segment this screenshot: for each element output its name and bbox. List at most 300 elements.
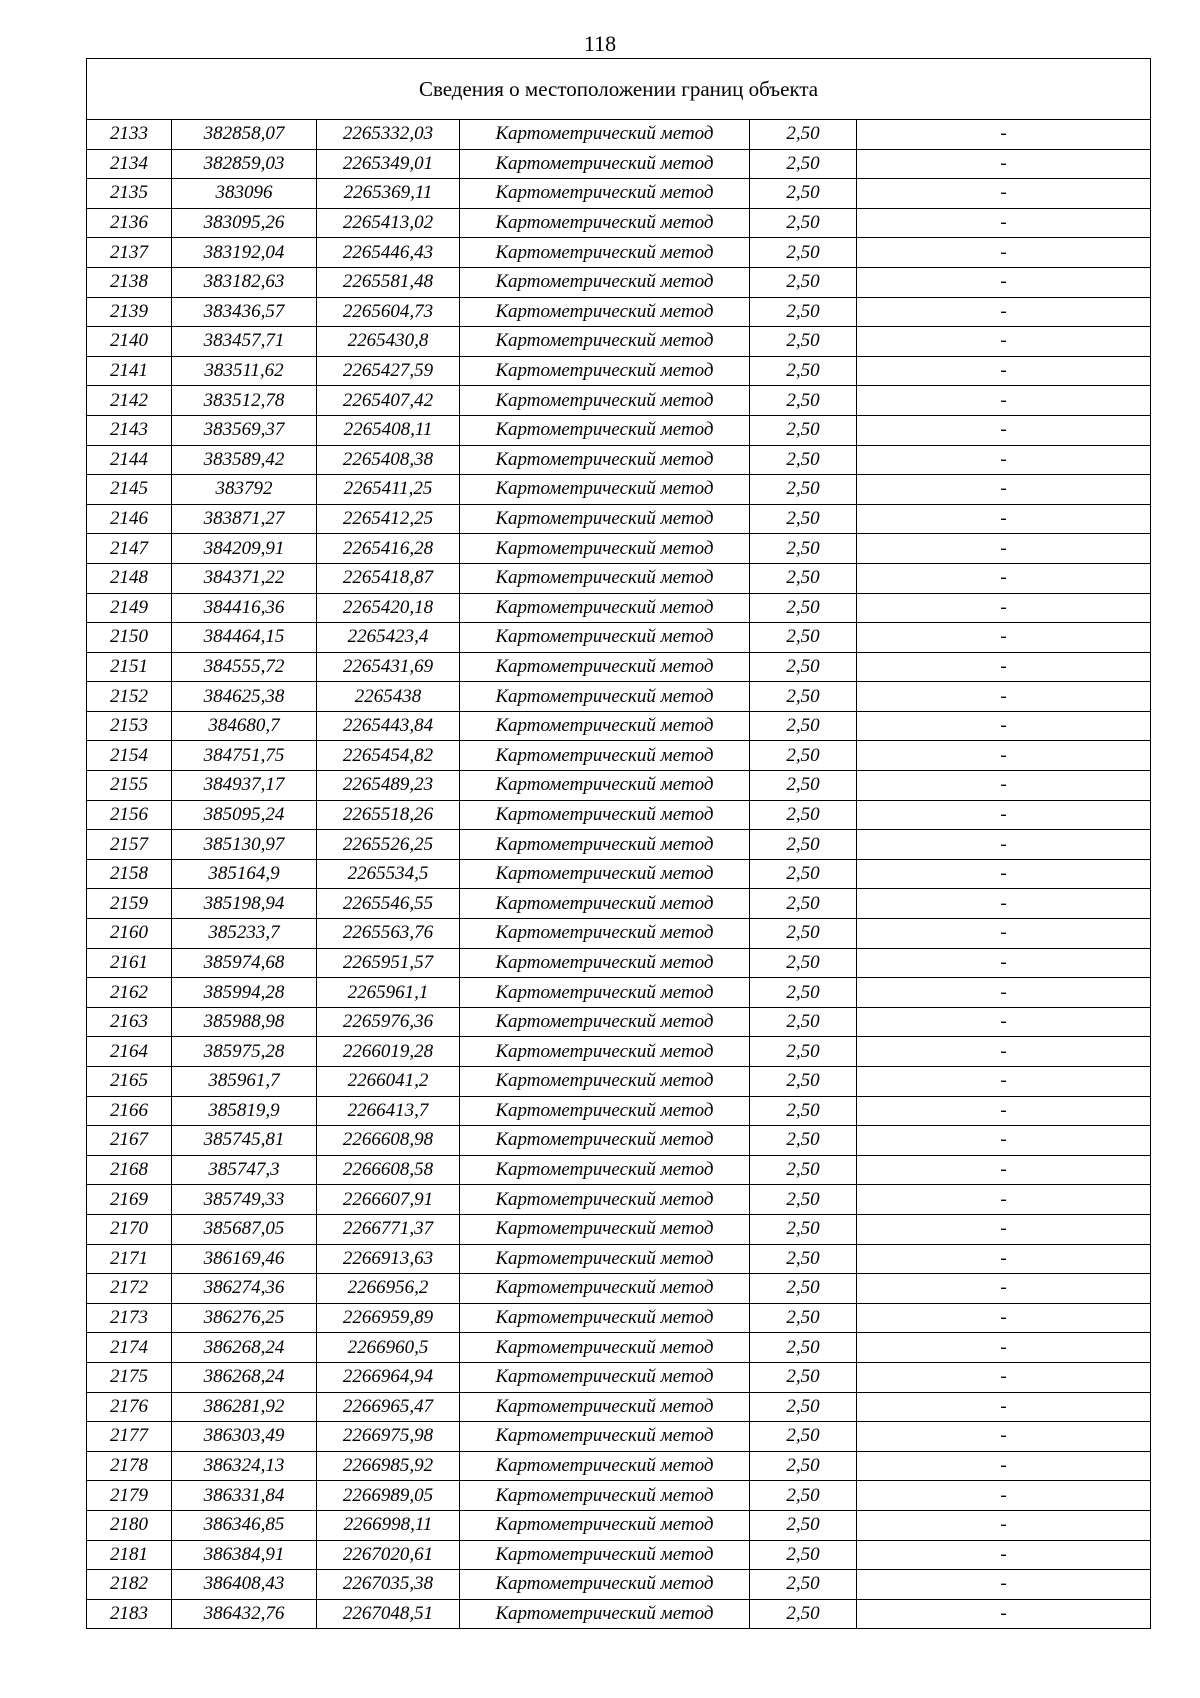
x-coordinate-cell: 385095,24 <box>172 800 317 830</box>
table-row <box>87 1007 1151 1037</box>
boundary-coordinates-table <box>86 58 1151 1629</box>
accuracy-cell: 2,50 <box>750 179 857 209</box>
accuracy-cell: 2,50 <box>750 593 857 623</box>
point-number-cell: 2167 <box>87 1126 172 1156</box>
method-cell: Картометрический метод <box>460 1067 750 1097</box>
y-coordinate-cell: 2266998,11 <box>317 1510 460 1540</box>
point-number-cell: 2176 <box>87 1392 172 1422</box>
method-cell: Картометрический метод <box>460 1037 750 1067</box>
description-cell: - <box>857 1126 1151 1156</box>
description-cell: - <box>857 1007 1151 1037</box>
point-number-cell: 2140 <box>87 327 172 357</box>
x-coordinate-cell: 385687,05 <box>172 1214 317 1244</box>
point-number-cell: 2178 <box>87 1451 172 1481</box>
table-row <box>87 297 1151 327</box>
method-cell: Картометрический метод <box>460 534 750 564</box>
description-cell: - <box>857 504 1151 534</box>
method-cell: Картометрический метод <box>460 919 750 949</box>
description-cell: - <box>857 120 1151 150</box>
point-number-cell: 2137 <box>87 238 172 268</box>
accuracy-cell: 2,50 <box>750 1214 857 1244</box>
x-coordinate-cell: 384209,91 <box>172 534 317 564</box>
x-coordinate-cell: 384680,7 <box>172 711 317 741</box>
y-coordinate-cell: 2265604,73 <box>317 297 460 327</box>
table-row <box>87 1126 1151 1156</box>
point-number-cell: 2145 <box>87 475 172 505</box>
description-cell: - <box>857 623 1151 653</box>
method-cell: Картометрический метод <box>460 1392 750 1422</box>
point-number-cell: 2168 <box>87 1155 172 1185</box>
description-cell: - <box>857 1451 1151 1481</box>
accuracy-cell: 2,50 <box>750 1067 857 1097</box>
x-coordinate-cell: 383792 <box>172 475 317 505</box>
point-number-cell: 2173 <box>87 1303 172 1333</box>
method-cell: Картометрический метод <box>460 1422 750 1452</box>
accuracy-cell: 2,50 <box>750 1362 857 1392</box>
y-coordinate-cell: 2266608,98 <box>317 1126 460 1156</box>
x-coordinate-cell: 384464,15 <box>172 623 317 653</box>
method-cell: Картометрический метод <box>460 1451 750 1481</box>
point-number-cell: 2138 <box>87 267 172 297</box>
y-coordinate-cell: 2266041,2 <box>317 1067 460 1097</box>
method-cell: Картометрический метод <box>460 386 750 416</box>
x-coordinate-cell: 383436,57 <box>172 297 317 327</box>
table-row <box>87 149 1151 179</box>
point-number-cell: 2165 <box>87 1067 172 1097</box>
accuracy-cell: 2,50 <box>750 1126 857 1156</box>
method-cell: Картометрический метод <box>460 1510 750 1540</box>
description-cell: - <box>857 800 1151 830</box>
x-coordinate-cell: 384625,38 <box>172 682 317 712</box>
description-cell: - <box>857 386 1151 416</box>
table-row <box>87 593 1151 623</box>
method-cell: Картометрический метод <box>460 1599 750 1629</box>
accuracy-cell: 2,50 <box>750 149 857 179</box>
x-coordinate-cell: 384555,72 <box>172 652 317 682</box>
method-cell: Картометрический метод <box>460 149 750 179</box>
y-coordinate-cell: 2266019,28 <box>317 1037 460 1067</box>
method-cell: Картометрический метод <box>460 1096 750 1126</box>
point-number-cell: 2149 <box>87 593 172 623</box>
x-coordinate-cell: 385961,7 <box>172 1067 317 1097</box>
point-number-cell: 2177 <box>87 1422 172 1452</box>
x-coordinate-cell: 385164,9 <box>172 859 317 889</box>
point-number-cell: 2162 <box>87 978 172 1008</box>
x-coordinate-cell: 382859,03 <box>172 149 317 179</box>
description-cell: - <box>857 889 1151 919</box>
x-coordinate-cell: 385994,28 <box>172 978 317 1008</box>
accuracy-cell: 2,50 <box>750 1599 857 1629</box>
description-cell: - <box>857 948 1151 978</box>
y-coordinate-cell: 2266607,91 <box>317 1185 460 1215</box>
point-number-cell: 2170 <box>87 1214 172 1244</box>
point-number-cell: 2172 <box>87 1274 172 1304</box>
accuracy-cell: 2,50 <box>750 978 857 1008</box>
page-number: 118 <box>583 31 617 56</box>
method-cell: Картометрический метод <box>460 1244 750 1274</box>
accuracy-cell: 2,50 <box>750 919 857 949</box>
x-coordinate-cell: 385819,9 <box>172 1096 317 1126</box>
y-coordinate-cell: 2265412,25 <box>317 504 460 534</box>
point-number-cell: 2150 <box>87 623 172 653</box>
table-row <box>87 948 1151 978</box>
accuracy-cell: 2,50 <box>750 1570 857 1600</box>
table-row <box>87 238 1151 268</box>
point-number-cell: 2135 <box>87 179 172 209</box>
table-row <box>87 267 1151 297</box>
table-row <box>87 1333 1151 1363</box>
y-coordinate-cell: 2265411,25 <box>317 475 460 505</box>
method-cell: Картометрический метод <box>460 682 750 712</box>
x-coordinate-cell: 384751,75 <box>172 741 317 771</box>
description-cell: - <box>857 741 1151 771</box>
x-coordinate-cell: 386274,36 <box>172 1274 317 1304</box>
x-coordinate-cell: 383095,26 <box>172 208 317 238</box>
point-number-cell: 2146 <box>87 504 172 534</box>
accuracy-cell: 2,50 <box>750 415 857 445</box>
description-cell: - <box>857 1214 1151 1244</box>
accuracy-cell: 2,50 <box>750 208 857 238</box>
y-coordinate-cell: 2265446,43 <box>317 238 460 268</box>
y-coordinate-cell: 2265416,28 <box>317 534 460 564</box>
accuracy-cell: 2,50 <box>750 1244 857 1274</box>
x-coordinate-cell: 385749,33 <box>172 1185 317 1215</box>
table-row <box>87 623 1151 653</box>
table-row <box>87 830 1151 860</box>
accuracy-cell: 2,50 <box>750 475 857 505</box>
x-coordinate-cell: 383192,04 <box>172 238 317 268</box>
y-coordinate-cell: 2266771,37 <box>317 1214 460 1244</box>
x-coordinate-cell: 383871,27 <box>172 504 317 534</box>
table-row <box>87 534 1151 564</box>
y-coordinate-cell: 2265408,11 <box>317 415 460 445</box>
y-coordinate-cell: 2265563,76 <box>317 919 460 949</box>
y-coordinate-cell: 2266959,89 <box>317 1303 460 1333</box>
point-number-cell: 2153 <box>87 711 172 741</box>
point-number-cell: 2171 <box>87 1244 172 1274</box>
point-number-cell: 2143 <box>87 415 172 445</box>
y-coordinate-cell: 2265526,25 <box>317 830 460 860</box>
accuracy-cell: 2,50 <box>750 1303 857 1333</box>
description-cell: - <box>857 1096 1151 1126</box>
x-coordinate-cell: 383457,71 <box>172 327 317 357</box>
accuracy-cell: 2,50 <box>750 1510 857 1540</box>
method-cell: Картометрический метод <box>460 623 750 653</box>
table-row <box>87 356 1151 386</box>
y-coordinate-cell: 2265427,59 <box>317 356 460 386</box>
table-row <box>87 386 1151 416</box>
y-coordinate-cell: 2267048,51 <box>317 1599 460 1629</box>
y-coordinate-cell: 2265443,84 <box>317 711 460 741</box>
description-cell: - <box>857 859 1151 889</box>
y-coordinate-cell: 2265546,55 <box>317 889 460 919</box>
method-cell: Картометрический метод <box>460 1570 750 1600</box>
x-coordinate-cell: 385745,81 <box>172 1126 317 1156</box>
accuracy-cell: 2,50 <box>750 771 857 801</box>
description-cell: - <box>857 1392 1151 1422</box>
description-cell: - <box>857 652 1151 682</box>
accuracy-cell: 2,50 <box>750 356 857 386</box>
boundary-table-container <box>86 58 1150 1629</box>
method-cell: Картометрический метод <box>460 889 750 919</box>
table-title-row <box>87 59 1151 120</box>
point-number-cell: 2158 <box>87 859 172 889</box>
accuracy-cell: 2,50 <box>750 682 857 712</box>
y-coordinate-cell: 2266413,7 <box>317 1096 460 1126</box>
x-coordinate-cell: 386324,13 <box>172 1451 317 1481</box>
point-number-cell: 2181 <box>87 1540 172 1570</box>
table-row <box>87 1037 1151 1067</box>
y-coordinate-cell: 2265534,5 <box>317 859 460 889</box>
y-coordinate-cell: 2265518,26 <box>317 800 460 830</box>
point-number-cell: 2179 <box>87 1481 172 1511</box>
method-cell: Картометрический метод <box>460 504 750 534</box>
accuracy-cell: 2,50 <box>750 1037 857 1067</box>
method-cell: Картометрический метод <box>460 1303 750 1333</box>
point-number-cell: 2148 <box>87 563 172 593</box>
table-row <box>87 120 1151 150</box>
point-number-cell: 2175 <box>87 1362 172 1392</box>
point-number-cell: 2136 <box>87 208 172 238</box>
point-number-cell: 2154 <box>87 741 172 771</box>
description-cell: - <box>857 1155 1151 1185</box>
method-cell: Картометрический метод <box>460 120 750 150</box>
description-cell: - <box>857 1599 1151 1629</box>
description-cell: - <box>857 830 1151 860</box>
point-number-cell: 2161 <box>87 948 172 978</box>
accuracy-cell: 2,50 <box>750 120 857 150</box>
table-row <box>87 179 1151 209</box>
method-cell: Картометрический метод <box>460 208 750 238</box>
table-row <box>87 859 1151 889</box>
accuracy-cell: 2,50 <box>750 1392 857 1422</box>
description-cell: - <box>857 415 1151 445</box>
y-coordinate-cell: 2266608,58 <box>317 1155 460 1185</box>
y-coordinate-cell: 2265431,69 <box>317 652 460 682</box>
accuracy-cell: 2,50 <box>750 1185 857 1215</box>
table-row <box>87 1422 1151 1452</box>
description-cell: - <box>857 771 1151 801</box>
method-cell: Картометрический метод <box>460 238 750 268</box>
table-row <box>87 1451 1151 1481</box>
y-coordinate-cell: 2266989,05 <box>317 1481 460 1511</box>
description-cell: - <box>857 711 1151 741</box>
accuracy-cell: 2,50 <box>750 563 857 593</box>
description-cell: - <box>857 149 1151 179</box>
x-coordinate-cell: 383569,37 <box>172 415 317 445</box>
x-coordinate-cell: 386432,76 <box>172 1599 317 1629</box>
table-row <box>87 1214 1151 1244</box>
accuracy-cell: 2,50 <box>750 948 857 978</box>
x-coordinate-cell: 383511,62 <box>172 356 317 386</box>
method-cell: Картометрический метод <box>460 1185 750 1215</box>
description-cell: - <box>857 1510 1151 1540</box>
table-row <box>87 711 1151 741</box>
point-number-cell: 2157 <box>87 830 172 860</box>
accuracy-cell: 2,50 <box>750 711 857 741</box>
table-row <box>87 563 1151 593</box>
table-row <box>87 445 1151 475</box>
method-cell: Картометрический метод <box>460 1214 750 1244</box>
x-coordinate-cell: 386346,85 <box>172 1510 317 1540</box>
description-cell: - <box>857 563 1151 593</box>
point-number-cell: 2164 <box>87 1037 172 1067</box>
accuracy-cell: 2,50 <box>750 297 857 327</box>
accuracy-cell: 2,50 <box>750 830 857 860</box>
y-coordinate-cell: 2266985,92 <box>317 1451 460 1481</box>
table-row <box>87 327 1151 357</box>
description-cell: - <box>857 534 1151 564</box>
accuracy-cell: 2,50 <box>750 889 857 919</box>
table-row <box>87 741 1151 771</box>
point-number-cell: 2174 <box>87 1333 172 1363</box>
table-row <box>87 1274 1151 1304</box>
method-cell: Картометрический метод <box>460 1540 750 1570</box>
x-coordinate-cell: 385975,28 <box>172 1037 317 1067</box>
x-coordinate-cell: 383182,63 <box>172 267 317 297</box>
table-row <box>87 800 1151 830</box>
point-number-cell: 2160 <box>87 919 172 949</box>
accuracy-cell: 2,50 <box>750 386 857 416</box>
y-coordinate-cell: 2265489,23 <box>317 771 460 801</box>
accuracy-cell: 2,50 <box>750 623 857 653</box>
description-cell: - <box>857 445 1151 475</box>
table-row <box>87 1392 1151 1422</box>
description-cell: - <box>857 356 1151 386</box>
method-cell: Картометрический метод <box>460 327 750 357</box>
description-cell: - <box>857 475 1151 505</box>
accuracy-cell: 2,50 <box>750 1451 857 1481</box>
method-cell: Картометрический метод <box>460 800 750 830</box>
y-coordinate-cell: 2265407,42 <box>317 386 460 416</box>
accuracy-cell: 2,50 <box>750 652 857 682</box>
table-row <box>87 682 1151 712</box>
x-coordinate-cell: 386303,49 <box>172 1422 317 1452</box>
description-cell: - <box>857 1570 1151 1600</box>
point-number-cell: 2134 <box>87 149 172 179</box>
x-coordinate-cell: 385747,3 <box>172 1155 317 1185</box>
point-number-cell: 2163 <box>87 1007 172 1037</box>
description-cell: - <box>857 1274 1151 1304</box>
x-coordinate-cell: 385233,7 <box>172 919 317 949</box>
accuracy-cell: 2,50 <box>750 1540 857 1570</box>
table-row <box>87 1303 1151 1333</box>
table-row <box>87 1540 1151 1570</box>
y-coordinate-cell: 2265430,8 <box>317 327 460 357</box>
table-row <box>87 978 1151 1008</box>
y-coordinate-cell: 2265976,36 <box>317 1007 460 1037</box>
table-row <box>87 771 1151 801</box>
point-number-cell: 2151 <box>87 652 172 682</box>
description-cell: - <box>857 327 1151 357</box>
description-cell: - <box>857 1362 1151 1392</box>
point-number-cell: 2180 <box>87 1510 172 1540</box>
x-coordinate-cell: 382858,07 <box>172 120 317 150</box>
method-cell: Картометрический метод <box>460 415 750 445</box>
point-number-cell: 2147 <box>87 534 172 564</box>
method-cell: Картометрический метод <box>460 475 750 505</box>
point-number-cell: 2142 <box>87 386 172 416</box>
x-coordinate-cell: 386281,92 <box>172 1392 317 1422</box>
method-cell: Картометрический метод <box>460 179 750 209</box>
x-coordinate-cell: 384371,22 <box>172 563 317 593</box>
table-row <box>87 1481 1151 1511</box>
table-row <box>87 652 1151 682</box>
description-cell: - <box>857 682 1151 712</box>
method-cell: Картометрический метод <box>460 1362 750 1392</box>
y-coordinate-cell: 2265951,57 <box>317 948 460 978</box>
table-row <box>87 504 1151 534</box>
description-cell: - <box>857 1422 1151 1452</box>
description-cell: - <box>857 1037 1151 1067</box>
description-cell: - <box>857 1481 1151 1511</box>
x-coordinate-cell: 385130,97 <box>172 830 317 860</box>
description-cell: - <box>857 179 1151 209</box>
y-coordinate-cell: 2265581,48 <box>317 267 460 297</box>
table-row <box>87 919 1151 949</box>
method-cell: Картометрический метод <box>460 1007 750 1037</box>
x-coordinate-cell: 386169,46 <box>172 1244 317 1274</box>
point-number-cell: 2152 <box>87 682 172 712</box>
description-cell: - <box>857 593 1151 623</box>
accuracy-cell: 2,50 <box>750 859 857 889</box>
method-cell: Картометрический метод <box>460 741 750 771</box>
y-coordinate-cell: 2265369,11 <box>317 179 460 209</box>
y-coordinate-cell: 2265420,18 <box>317 593 460 623</box>
description-cell: - <box>857 208 1151 238</box>
description-cell: - <box>857 238 1151 268</box>
x-coordinate-cell: 386408,43 <box>172 1570 317 1600</box>
x-coordinate-cell: 383589,42 <box>172 445 317 475</box>
y-coordinate-cell: 2265961,1 <box>317 978 460 1008</box>
table-row <box>87 475 1151 505</box>
y-coordinate-cell: 2266975,98 <box>317 1422 460 1452</box>
description-cell: - <box>857 1333 1151 1363</box>
x-coordinate-cell: 383096 <box>172 179 317 209</box>
y-coordinate-cell: 2265438 <box>317 682 460 712</box>
x-coordinate-cell: 386268,24 <box>172 1333 317 1363</box>
table-row <box>87 1155 1151 1185</box>
x-coordinate-cell: 385988,98 <box>172 1007 317 1037</box>
table-row <box>87 1244 1151 1274</box>
accuracy-cell: 2,50 <box>750 800 857 830</box>
point-number-cell: 2169 <box>87 1185 172 1215</box>
accuracy-cell: 2,50 <box>750 1422 857 1452</box>
accuracy-cell: 2,50 <box>750 327 857 357</box>
description-cell: - <box>857 1185 1151 1215</box>
x-coordinate-cell: 385974,68 <box>172 948 317 978</box>
description-cell: - <box>857 1067 1151 1097</box>
method-cell: Картометрический метод <box>460 978 750 1008</box>
table-title: Сведения о местоположении границ объекта <box>87 59 1151 120</box>
x-coordinate-cell: 383512,78 <box>172 386 317 416</box>
y-coordinate-cell: 2265418,87 <box>317 563 460 593</box>
y-coordinate-cell: 2265413,02 <box>317 208 460 238</box>
description-cell: - <box>857 919 1151 949</box>
point-number-cell: 2139 <box>87 297 172 327</box>
y-coordinate-cell: 2266913,63 <box>317 1244 460 1274</box>
method-cell: Картометрический метод <box>460 1333 750 1363</box>
method-cell: Картометрический метод <box>460 593 750 623</box>
y-coordinate-cell: 2265349,01 <box>317 149 460 179</box>
y-coordinate-cell: 2266956,2 <box>317 1274 460 1304</box>
y-coordinate-cell: 2266965,47 <box>317 1392 460 1422</box>
y-coordinate-cell: 2266964,94 <box>317 1362 460 1392</box>
method-cell: Картометрический метод <box>460 267 750 297</box>
point-number-cell: 2155 <box>87 771 172 801</box>
table-row <box>87 1510 1151 1540</box>
accuracy-cell: 2,50 <box>750 1481 857 1511</box>
